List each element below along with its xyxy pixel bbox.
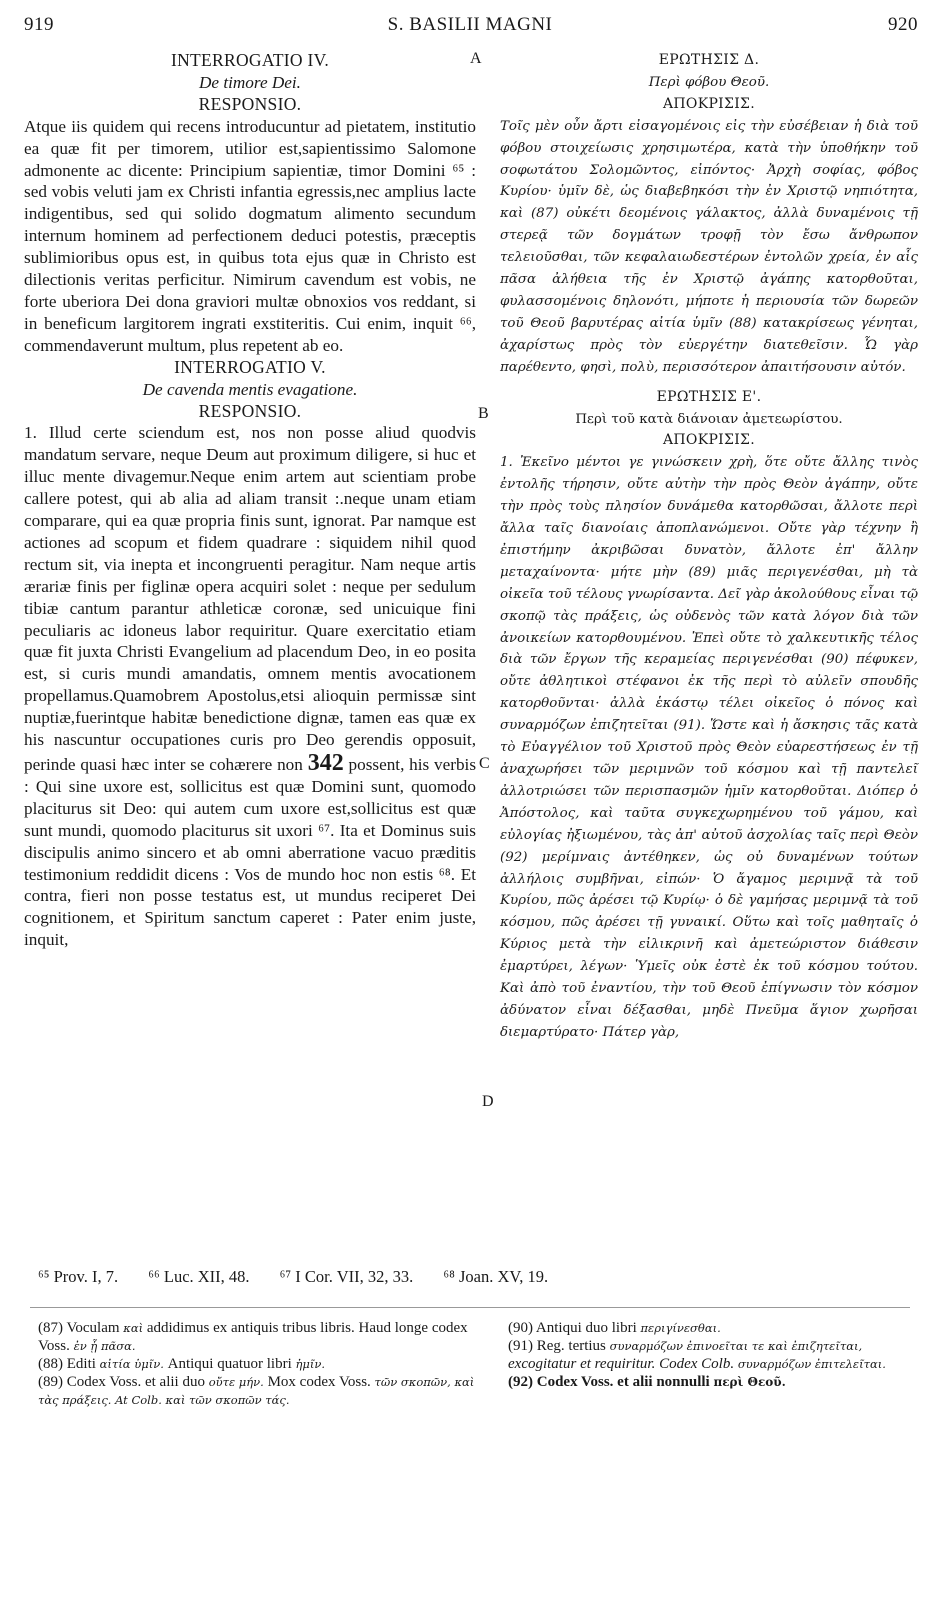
margin-letter-c: C: [479, 755, 490, 772]
note-90: (90) Antiqui duo libri περιγίνεσθαι.: [508, 1320, 721, 1336]
margin-letter-d: D: [482, 1093, 494, 1110]
note-87: (87) Voculam καὶ addidimus ex antiquis tribus libris. Haud longe codex Voss. ἐν ᾗ πᾶσα.: [38, 1320, 468, 1354]
greek-q5-subtitle: Περὶ τοῦ κατὰ διάνοιαν ἀμετεωρίστου.: [575, 411, 843, 427]
greek-q4-body: Τοῖς μὲν οὖν ἄρτι εἰσαγομένοις εἰς τὴν εὐσέβειαν ἡ διὰ τοῦ φόβου στοιχείωσις χρησιμωτέρα, κατὰ τὴν ὑποθήκην τοῦ σοφωτάτου Σολομῶντος, εἰπόντος· Ἀρχὴ σοφίας, φόβος Κυρίου· ὑμῖν δὲ, ὡς διαβεβηκόσι τὴν ἐν Χριστῷ νηπιότητα, καὶ (87) οὐκέτι δεομένοις γάλακτος, ἀλλὰ δυναμένοις τῇ στερεᾷ τῶν δογμάτων τροφῇ τὸν ἔσω ἄνθρωπον τελειοῦσθαι, τῶν κεφαλαιωδεστέρων ἐντολῶν χρεία, ἐν αἷς πᾶσα ἀλήθεια τῆς ἐν Χριστῷ ἀγάπης κατορθοῦται, φυλασσομένοις δηλονότι, μήποτε ἡ περιουσία τῶν δωρεῶν τοῦ Θεοῦ βαρυτέρας αἰτία ὑμῖν (88) κατακρίσεως γένηται, ἀχαρίστως πρὸς τὸν εὐεργέτην διατεθεῖσιν. Ὧ γὰρ παρέθεντο, φησὶ, πολὺ, περισσότερον ἀπαιτήσουσιν αὐτόν.: [500, 118, 918, 375]
latin-q5-responsio: RESPONSIO.: [198, 400, 302, 421]
greek-q5-heading: ΕΡΩΤΗΣΙΣ Ε'.: [656, 388, 762, 405]
note-88: (88) Editi αἰτία ὑμῖν. Antiqui quatuor libri ἡμῖν.: [38, 1356, 326, 1372]
margin-letter-b: B: [478, 405, 489, 422]
latin-column: [24, 50, 476, 951]
greek-q5-body: 1. Ἐκεῖνο μέντοι γε γινώσκειν χρὴ, ὅτε οὔτε ἄλλης τινὸς ἐντολῆς τήρησιν, οὔτε αὐτὴν τὴν πρὸς Θεὸν ἀγάπην, οὔτε τὴν πρὸς τοὺς πλησίον δυνάμεθα κατορθῶσαι, ἄλλοτε περὶ ἄλλα ταῖς διανοίαις ἀποπλανώμενοι. Οὔτε γὰρ τέχνην ἢ ἐπιστήμην ἀκριβῶσαι δυνατὸν, ἄλλοτε ἐπ' ἄλλην μεταχαίνοντα· μήτε μὴν (89) μιᾶς περιγενέσθαι, μὴ τὰ οἰκεῖα τοῦ τέλους γνωρίσαντα. Δεῖ γὰρ ἀκολούθους εἶναι τῷ σκοπῷ τὰς πράξεις, ὡς οὐδενὸς τῶν κατὰ λόγον διὰ τῶν ἀνοικείων κατορθουμένου. Ἐπεὶ οὔτε τὸ χαλκευτικῆς τέλος διὰ τῶν ἔργων τῆς κεραμείας περιγενέσθαι (90) πέφυκεν, οὔτε ἀθλητικοὶ στέφανοι ἐκ τῆς περὶ τὸ αὐλεῖν σπουδῆς κατορθοῦνται· ἀλλὰ ἑκάστῳ τέλει οἰκεῖος ὁ πόνος καὶ συναρμόζων ἐπιζητεῖται (91). Ὥστε καὶ ἡ ἄσκησις τᾶς κατὰ τὸ Εὐαγγέλιον τοῦ Χριστοῦ πρὸς Θεὸν εὐαρεστήσεως ἐν τῇ ἀναχωρήσει τῶν μεριμνῶν τοῦ κόσμου καὶ τῇ παντελεῖ ἀλλοτριώσει τῶν περισπασμῶν ἡμῖν κατορθοῦται. Διόπερ ὁ Ἀπόστολος, καὶ ταῦτα συγκεχωρημένου τοῦ γάμου, καὶ εὐλογίας ἠξιωμένου, τὰς ἀπ' αὐτοῦ ἀσχολίας ταῖς περὶ Θεὸν (92) μερίμναις ἀντέθηκεν, ὡς οὐ δυναμένων τούτων ἀλλήλοις συμβῆναι, εἰπών· Ὁ ἄγαμος μεριμνᾷ τὰ τοῦ Κυρίου, πῶς ἀρέσει τῷ Κυρίῳ· ὁ δὲ γαμήσας μεριμνᾷ τὰ τοῦ κόσμου, πῶς ἀρέσει τῇ γυναικί. Οὕτω καὶ τοῖς μαθηταῖς ὁ Κύριος μετὰ τὴν εἰλικρινῆ καὶ ἀμετεώριστον διάθεσιν ἐμαρτύρει, λέγων· Ὑμεῖς οὐκ ἐστὲ ἐκ τοῦ κόσμου τούτου. Καὶ ἀπὸ τοῦ ἐναντίου, τὴν τοῦ Θεοῦ ἐπίγνωσιν τὸν κόσμον ἀδύνατον εἶναι δέξασθαι, μηδὲ Πνεῦμα ἅγιον χωρῆσαι διεμαρτύρατο· Πάτερ γὰρ,: [500, 455, 918, 1040]
margin-letter-a: A: [470, 50, 482, 67]
latin-q4-body: Atque iis quidem qui recens introducuntur ad pietatem, institutio ea quæ fit per timorem, utilior est,sapientissimo Salomone admonente ac dicente: Principium sapientiæ, timor Domini ⁶⁵ : sed vobis veluti jam ex Christi infantia egressis,nec amplius lacte indigentibus, sed qui solido dogmatum alimento secundum internum hominem ad perfectionem deduci potestis, præceptis sublimioribus opus est, in quibus tota ejus quæ in Christo est dilectionis veritas perficitur. Nimirum cavendum est vobis, ne forte uberiora Dei dona graviori multæ obnoxios vos reddant, si in beneficum largitorem ingrati exstiteritis. Cui enim, inquit ⁶⁶, commendaverunt multum, plus repetent ab eo.: [24, 116, 476, 355]
latin-q5-subtitle: De cavenda mentis evagatione.: [142, 379, 358, 399]
scripture-ref: ⁶⁶ Luc. XII, 48.: [148, 1267, 250, 1286]
notes-right: [508, 1319, 918, 1391]
latin-q5-heading: INTERROGATIO V.: [174, 356, 326, 377]
running-title: S. BASILII MAGNI: [387, 14, 553, 35]
footnote-divider: [30, 1307, 910, 1308]
latin-q5-body-part2: possent, his verbis : Qui sine uxore est, sollicitus est quæ Domini sunt, quomodo placiturus sit Deo: qui autem cum uxore est,sollicitus est quæ sunt mundi, quomodo placiturus sit uxori ⁶⁷. Ita et Dominus suis discipulis animo sincero et ab omni aberratione vacuo præditis testimonium reddidit dicens : Vos de mundo hoc non estis ⁶⁸. Et contra, fieri non posse testatus est, ut mundus reciperet Dei cognitionem, et Spiritum sanctum caperet : Pater enim juste, inquit,: [24, 755, 477, 950]
greek-column: [500, 50, 918, 1044]
scripture-ref: ⁶⁷ I Cor. VII, 32, 33.: [279, 1267, 414, 1286]
notes-left: [38, 1319, 478, 1409]
scripture-ref: ⁶⁸ Joan. XV, 19.: [443, 1267, 549, 1286]
latin-q4-responsio: RESPONSIO.: [198, 93, 302, 114]
right-page-number: 920: [888, 14, 918, 35]
greek-q4-responsio: ΑΠΟΚΡΙΣΙΣ.: [663, 95, 755, 112]
latin-q4-subtitle: De timore Dei.: [199, 72, 301, 92]
greek-q4-subtitle: Περὶ φόβου Θεοῦ.: [648, 74, 770, 90]
scripture-ref: ⁶⁵ Prov. I, 7.: [38, 1267, 119, 1286]
latin-q4-heading: INTERROGATIO IV.: [170, 50, 330, 70]
greek-q5-responsio: ΑΠΟΚΡΙΣΙΣ.: [663, 432, 755, 449]
page-marker: 342: [307, 750, 344, 776]
left-page-number: 919: [24, 14, 54, 35]
note-89: (89) Codex Voss. et alii duo οὔτε μήν. Mox codex Voss. τῶν σκοπῶν, καὶ τὰς πράξεις. At Colb. καὶ τῶν σκοπῶν τάς.: [38, 1374, 475, 1407]
note-91: (91) Reg. tertius συναρμόζων ἐπινοεῖται τε καὶ ἐπιζητεῖται, excogitatur et requiritur. Codex Colb. συναρμόζων ἐπιτελεῖται.: [508, 1338, 886, 1372]
latin-q5-body: [24, 422, 476, 951]
note-92: (92) Codex Voss. et alii nonnulli περὶ Θεοῦ.: [508, 1374, 786, 1390]
latin-q5-body-part1: 1. Illud certe sciendum est, nos non posse aliud quodvis mandatum servare, neque Deum aut proximum diligere, si huc et illuc mente divagemur.Neque enim artem aut scientiam probe callere potest, qui ab alia ad aliam transit :.neque unam etiam comparare, qui ea quæ propria finis sunt, ignorat. Par namque est actiones ad scopum et fidem quadrare : siquidem nihil quod rectum sit, via inepta et incongruenti peragitur. Nam neque artis ærariæ finis per figlinæ opera acquiri solet : neque per sedulum tibiæ cantum parantur athleticæ coronæ, sed unicuique fini peculiaris ac idoneus labor requiritur. Quare exercitatio etiam quæ fit juxta Christi Evangelium ad placendum Deo, in eo posita est, si curis mundi amandatis, omnem mentis avocationem propellamus.Quamobrem Apostolus,etsi alioquin permissæ sint nuptiæ,fuerintque habitæ benedictione dignæ, tamen eas quæ ex his nascuntur occupationes curis pro Deo gerendis opposuit, perinde quasi hæc inter se cohærere non: [24, 423, 476, 774]
scripture-references: [38, 1267, 918, 1287]
greek-q4-heading: ΕΡΩΤΗΣΙΣ Δ.: [658, 52, 760, 68]
